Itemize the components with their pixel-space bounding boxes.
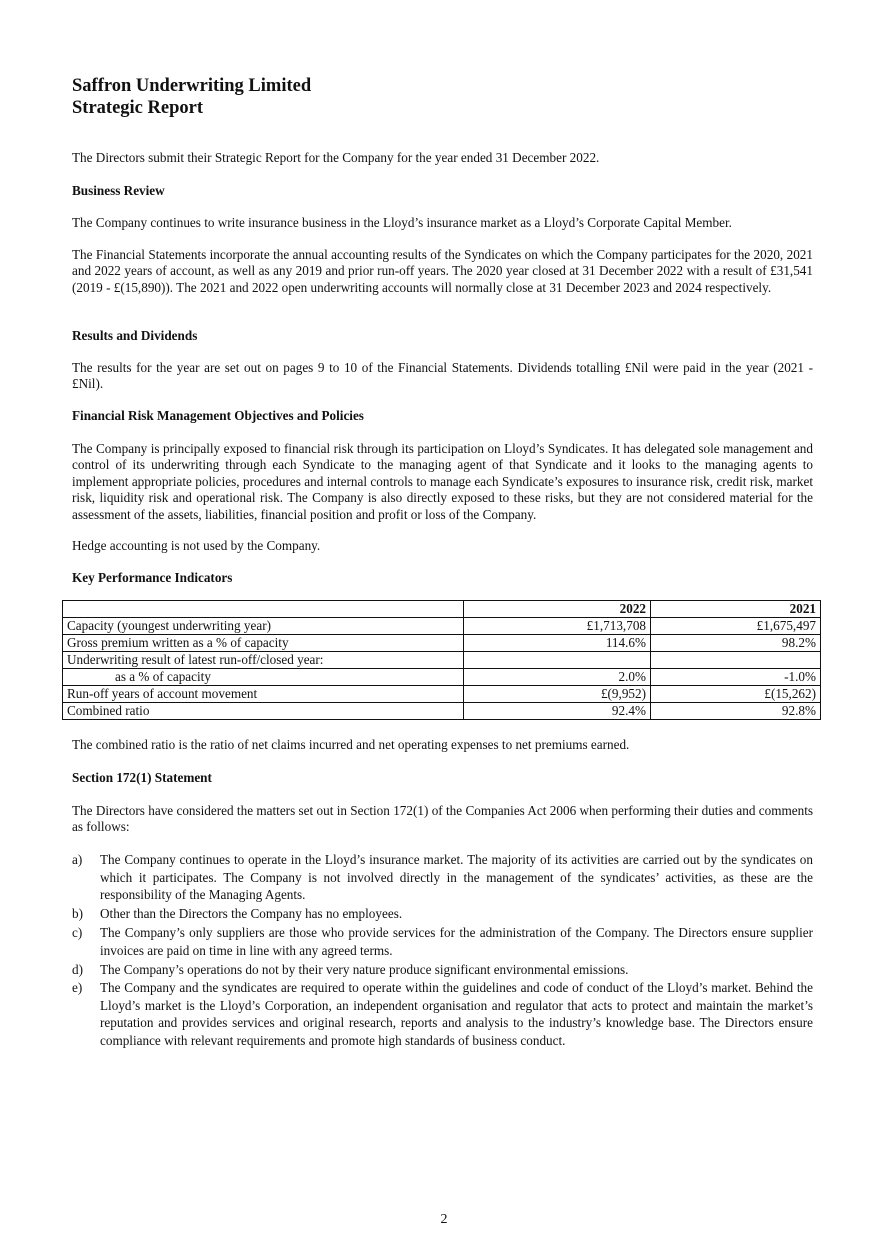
kpi-row-value-2022: 114.6% — [464, 635, 651, 652]
list-item — [72, 979, 813, 1049]
kpi-header-row — [63, 601, 821, 618]
kpi-row-label: Gross premium written as a % of capacity — [63, 635, 464, 652]
list-marker: a) — [72, 852, 83, 867]
kpi-row-value-2022: £(9,952) — [464, 686, 651, 703]
kpi-row-value-2021: 98.2% — [651, 635, 821, 652]
list-item-text: The Company’s only suppliers are those who provide services for the administration of the Company. The Directors ensure supplier invoices are paid on time in line with any agreed terms. — [100, 925, 813, 958]
kpi-row-value-2021: -1.0% — [651, 669, 821, 686]
kpi-row-value-2022: £1,713,708 — [464, 618, 651, 635]
table-row — [63, 618, 821, 635]
list-marker: e) — [72, 980, 83, 995]
risk-paragraph: The Company is principally exposed to financial risk through its participation on Lloyd’s Syndicates. It has delegated sole management and control of its underwriting through each Syndicate to the managing agent of that Syndicate and it looks to the managing agents to implement appropriate policies, procedures and internal controls to manage each Syndicate’s exposures to insurance risk, credit risk, market risk, liquidity risk and operational risk. The Company is also directly exposed to these risks, but they are not considered material for the assessment of the assets, liabilities, financial position and profit or loss of the Company. — [72, 441, 813, 522]
page-number: 2 — [440, 1212, 448, 1227]
kpi-row-value-2022: 92.4% — [464, 703, 651, 720]
kpi-heading: Key Performance Indicators — [72, 570, 233, 585]
section-172-heading: Section 172(1) Statement — [72, 770, 212, 785]
intro-paragraph: The Directors submit their Strategic Report for the Company for the year ended 31 December 2022. — [72, 150, 600, 165]
list-item — [72, 961, 813, 979]
list-item — [72, 905, 813, 923]
kpi-row-value-2021: £(15,262) — [651, 686, 821, 703]
results-heading: Results and Dividends — [72, 328, 198, 343]
business-review-paragraph-1: The Company continues to write insurance business in the Lloyd’s insurance market as a Lloyd’s Corporate Capital Member. — [72, 215, 732, 230]
company-name: Saffron Underwriting Limited — [72, 76, 312, 96]
list-item-text: The Company’s operations do not by their very nature produce significant environmental emissions. — [100, 962, 629, 977]
kpi-row-label: Underwriting result of latest run-off/closed year: — [63, 652, 464, 669]
combined-ratio-note: The combined ratio is the ratio of net claims incurred and net operating expenses to net premiums earned. — [72, 737, 630, 752]
list-item-text: The Company and the syndicates are required to operate within the guidelines and code of conduct of the Lloyd’s market. Behind the Lloyd’s market is the Lloyd’s Corporation, an independent organisation and regulator that acts to protect and maintain the market’s reputation and provides services and original research, reports and analysis to the industry’s knowledge base. The Directors ensure compliance with relevant requirements and promote high standards of business conduct. — [100, 980, 813, 1048]
kpi-row-value-2021: £1,675,497 — [651, 618, 821, 635]
kpi-row-value-2022: 2.0% — [464, 669, 651, 686]
list-item-text: Other than the Directors the Company has no employees. — [100, 906, 403, 921]
kpi-header-2021: 2021 — [651, 601, 821, 618]
kpi-row-value-2021: 92.8% — [651, 703, 821, 720]
kpi-row-value-2022 — [464, 652, 651, 669]
business-review-heading: Business Review — [72, 183, 165, 198]
kpi-row-label: Capacity (youngest underwriting year) — [63, 618, 464, 635]
kpi-header-2022: 2022 — [464, 601, 651, 618]
table-row — [63, 635, 821, 652]
list-item — [72, 924, 813, 959]
kpi-row-value-2021 — [651, 652, 821, 669]
hedge-paragraph: Hedge accounting is not used by the Company. — [72, 538, 321, 553]
kpi-header-label — [63, 601, 464, 618]
list-marker: b) — [72, 906, 83, 921]
kpi-row-label — [63, 669, 464, 686]
section-172-intro: The Directors have considered the matters set out in Section 172(1) of the Companies Act 2006 when performing their duties and comments as follows: — [72, 803, 813, 835]
list-item — [72, 851, 813, 904]
table-row — [63, 652, 821, 669]
table-row — [63, 669, 821, 686]
list-item-text: The Company continues to operate in the Lloyd’s insurance market. The majority of its activities are carried out by the syndicates on which it participates. The Company is not involved directly in the management of the syndicates’ activities, as these are the responsibility of the Managing Agents. — [100, 852, 813, 902]
report-title — [72, 75, 311, 119]
list-marker: c) — [72, 925, 83, 940]
table-row — [63, 703, 821, 720]
table-row — [63, 686, 821, 703]
risk-heading: Financial Risk Management Objectives and Policies — [72, 408, 364, 423]
business-review-paragraph-2: The Financial Statements incorporate the annual accounting results of the Syndicates on which the Company participates for the 2020, 2021 and 2022 years of account, as well as any 2019 and prior run-off years. The 2020 year closed at 31 December 2022 with a result of £31,541 (2019 - £(15,890)). The 2021 and 2022 open underwriting accounts will normally close at 31 December 2023 and 2024 respectively. — [72, 247, 813, 295]
kpi-row-label-indented: as a % of capacity — [115, 669, 211, 685]
kpi-row-label: Run-off years of account movement — [63, 686, 464, 703]
report-name: Strategic Report — [72, 98, 203, 118]
results-paragraph: The results for the year are set out on pages 9 to 10 of the Financial Statements. Dividends totalling £Nil were paid in the year (2021 - £Nil). — [72, 360, 813, 392]
list-marker: d) — [72, 962, 83, 977]
kpi-table — [62, 600, 821, 720]
kpi-row-label: Combined ratio — [63, 703, 464, 720]
